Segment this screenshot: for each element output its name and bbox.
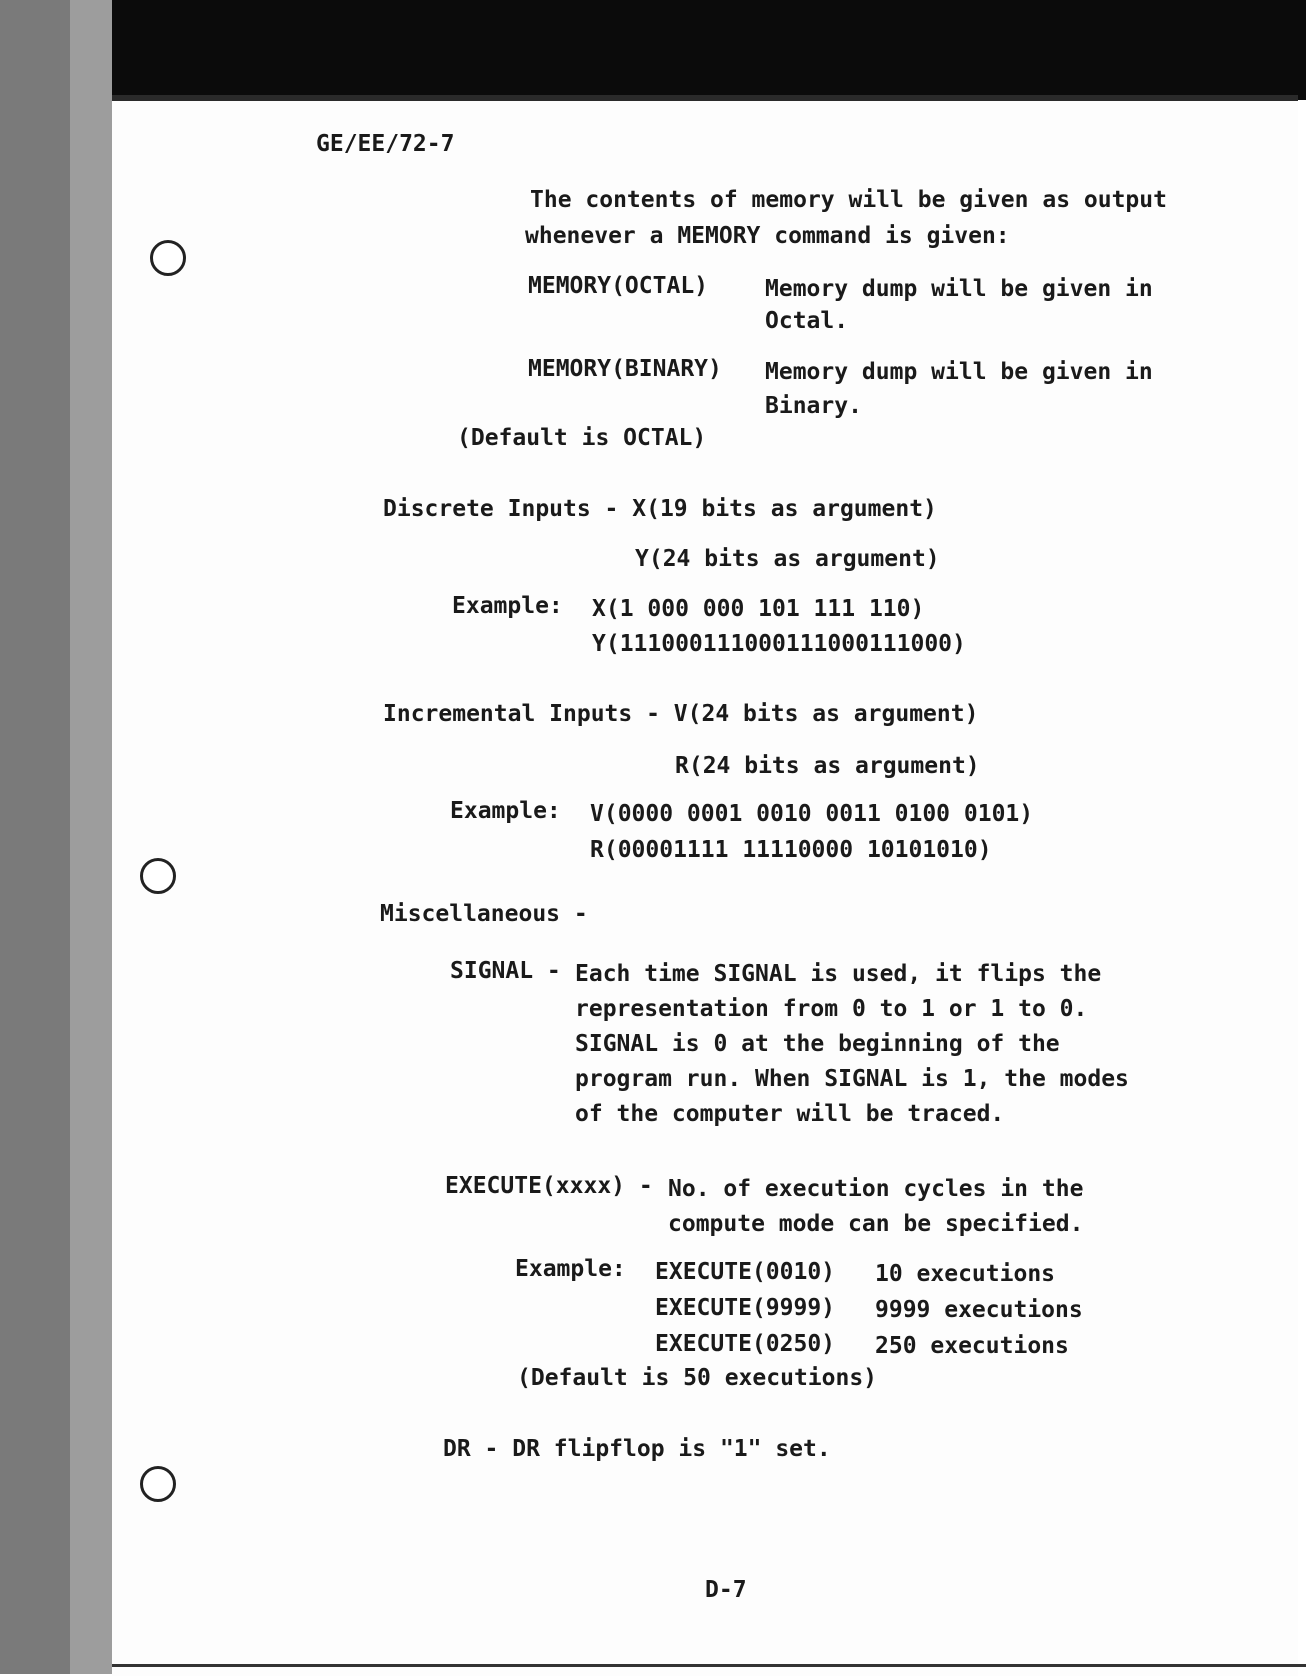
signal-label: SIGNAL - [450,958,561,984]
execute-example-1-command: EXECUTE(0010) [655,1259,836,1285]
dr-flipflop-line: DR - DR flipflop is "1" set. [443,1436,831,1462]
signal-desc-line4: program run. When SIGNAL is 1, the modes [575,1066,1129,1092]
document-id: GE/EE/72-7 [316,131,455,157]
binder-hole-middle [140,858,176,894]
incremental-example-label: Example: [450,798,561,824]
execute-example-3-command: EXECUTE(0250) [655,1331,836,1357]
memory-default-note: (Default is OCTAL) [457,425,707,451]
execute-desc-line1: No. of execution cycles in the [668,1176,1084,1202]
memory-octal-command: MEMORY(OCTAL) [528,273,709,299]
execute-desc-line2: compute mode can be specified. [668,1211,1084,1237]
incremental-example-v: V(0000 0001 0010 0011 0100 0101) [590,801,1034,827]
execute-example-3-result: 250 executions [875,1333,1069,1359]
signal-desc-line3: SIGNAL is 0 at the beginning of the [575,1031,1060,1057]
discrete-inputs-line2: Y(24 bits as argument) [635,546,940,572]
bottom-edge [112,1664,1306,1667]
incremental-inputs-heading: Incremental Inputs - V(24 bits as argument) [383,701,979,727]
incremental-example-r: R(00001111 11110000 10101010) [590,837,992,863]
scan-top-border [0,0,1306,100]
memory-intro-line2: whenever a MEMORY command is given: [525,223,1010,249]
memory-octal-desc-line1: Memory dump will be given in [765,276,1153,302]
memory-octal-desc-line2: Octal. [765,308,849,334]
incremental-inputs-line2: R(24 bits as argument) [675,753,980,779]
miscellaneous-heading: Miscellaneous - [380,901,588,927]
discrete-example-y: Y(111000111000111000111000) [592,631,966,657]
memory-binary-desc-line1: Memory dump will be given in [765,359,1153,385]
execute-example-2-command: EXECUTE(9999) [655,1295,836,1321]
signal-desc-line5: of the computer will be traced. [575,1101,1005,1127]
discrete-inputs-heading: Discrete Inputs - X(19 bits as argument) [383,496,937,522]
discrete-example-label: Example: [452,593,563,619]
memory-binary-desc-line2: Binary. [765,393,862,419]
execute-default-note: (Default is 50 executions) [517,1365,878,1391]
execute-label: EXECUTE(xxxx) - [445,1173,653,1199]
execute-example-label: Example: [515,1256,626,1282]
signal-desc-line1: Each time SIGNAL is used, it flips the [575,961,1102,987]
scan-left-shadow [70,0,112,1674]
memory-binary-command: MEMORY(BINARY) [528,356,722,382]
execute-example-1-result: 10 executions [875,1261,1056,1287]
binder-hole-bottom [140,1466,176,1502]
discrete-example-x: X(1 000 000 101 111 110) [592,596,925,622]
signal-desc-line2: representation from 0 to 1 or 1 to 0. [575,996,1088,1022]
page-number: D-7 [705,1577,747,1603]
memory-intro-line1: The contents of memory will be given as output [530,187,1167,213]
execute-example-2-result: 9999 executions [875,1297,1083,1323]
binder-hole-top [150,240,186,276]
